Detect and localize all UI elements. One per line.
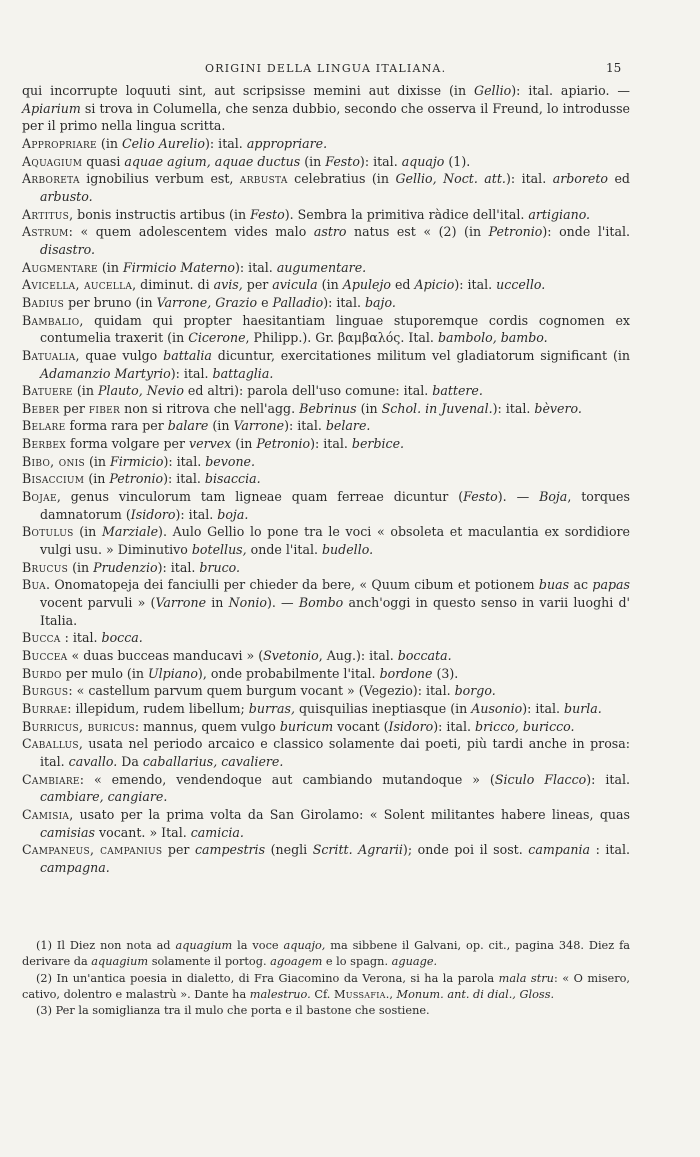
headword: Badius [22, 294, 65, 310]
dictionary-entry [22, 417, 630, 435]
dictionary-entry [22, 523, 630, 558]
text-run: ): ital. [310, 436, 352, 452]
text-run: . Onomatopeja dei fanciulli per chieder da bere, « Quum cibum et potionem [45, 577, 539, 593]
dictionary-entry [22, 312, 630, 347]
italic-run: papas [592, 577, 630, 593]
italic-run: bevone. [205, 453, 256, 469]
italic-run: uccello. [496, 277, 546, 293]
headword: Bua [22, 577, 46, 593]
dictionary-entry [22, 400, 630, 418]
italic-run: bajo. [364, 294, 396, 310]
italic-run: astro [313, 224, 347, 240]
headword: Campaneus, campanius [22, 842, 163, 858]
text-run: ). Sembra la primitiva ràdice dell'ital. [284, 206, 529, 222]
italic-run: bocca. [101, 630, 143, 646]
italic-run: Varrone [155, 595, 207, 611]
text-run: forma volgare per [66, 436, 190, 452]
dictionary-entry [22, 771, 630, 806]
text-run: (in [84, 471, 110, 487]
dictionary-entries [22, 135, 630, 877]
text-run: ): ital. [492, 400, 535, 416]
headword: Camisia [22, 806, 70, 822]
dictionary-entry [22, 576, 630, 629]
text-run: ): ital. [454, 277, 497, 293]
italic-run: bambolo, bambo. [437, 330, 548, 346]
text-run: ., [385, 987, 397, 1001]
italic-run: Monum. ant. di dial., Gloss. [396, 987, 555, 1001]
text-run: ): ital. [359, 153, 402, 169]
italic-run: Isidoro [130, 506, 176, 522]
text-run: : « quem adolescentem vides malo [68, 224, 314, 240]
italic-run: Ulpiano [147, 665, 198, 681]
italic-run: Celio Aurelio [121, 135, 206, 151]
text-run: (in [208, 418, 234, 434]
text-run: ), onde probabilmente l'ital. [197, 665, 380, 681]
italic-run: belare. [325, 418, 371, 434]
text-run: ). Aulo Gellio lo pone tra le voci « obsoleta et maculantia ex sordidiore vulgi usu. » Diminutivo [40, 524, 631, 558]
italic-run: aquagium [91, 955, 149, 969]
italic-run: berbice. [351, 436, 405, 452]
text-run: , Philipp.). Gr. βαμβαλός. Ital. [245, 330, 438, 346]
text-run: (in [73, 524, 102, 540]
italic-run: appropriare. [246, 135, 328, 151]
italic-run: augumentare. [276, 259, 367, 275]
dictionary-entry [22, 700, 630, 718]
dictionary-entry [22, 629, 630, 647]
italic-run: campestris [194, 842, 266, 858]
text-run: (in [317, 277, 343, 293]
italic-run: Firmicio [110, 453, 164, 469]
text-run: per [59, 400, 89, 416]
italic-run: Festo [325, 153, 360, 169]
text-run: (1). [444, 153, 471, 169]
italic-run: Palladio [272, 294, 324, 310]
footnotes [22, 938, 630, 1019]
footnote [22, 971, 630, 1004]
text-run: vocent parvuli » ( [40, 595, 156, 611]
headword: Astrum [22, 224, 69, 240]
text-run: , bonis instructis artibus (in [69, 206, 251, 222]
text-run: , Aug.): ital. [318, 648, 398, 663]
headword: Avicella, aucella [22, 277, 133, 293]
headword: Batuere [22, 383, 73, 399]
italic-run: camisias [40, 824, 95, 840]
footnote [22, 1003, 630, 1019]
text-run: per mulo (in [61, 665, 148, 681]
italic-run: campagna. [40, 859, 110, 875]
italic-run: aquagium [175, 939, 233, 952]
text-run: natus est « (2) (in [346, 224, 489, 240]
dictionary-entry [22, 382, 630, 400]
text-run: dicuntur, exercitationes militum vel gladiatorum significant (in [211, 347, 630, 363]
italic-run: Firmicio Materno [122, 259, 236, 275]
dictionary-entry [22, 682, 630, 700]
text-run: (3) Per la somiglianza tra il mulo che porta e il bastone che sostiene. [36, 1004, 430, 1018]
italic-run: Siculo Flacco [494, 771, 587, 787]
italic-run: cavallo. [68, 753, 118, 769]
text-run: (in [231, 436, 257, 452]
text-run: (2) In un'antica poesia in dialetto, di Fra Giacomino da Verona, si ha la parola [36, 971, 499, 985]
italic-run: malestruo. [249, 987, 311, 1001]
text-run: (in [84, 453, 111, 469]
italic-run: cambiare, cangiare. [40, 789, 168, 805]
italic-run: Festo [250, 206, 285, 222]
dictionary-entry [22, 718, 630, 736]
italic-run: vervex [189, 436, 232, 452]
headword: Buccea [22, 648, 68, 663]
italic-run: avis, [213, 277, 243, 293]
running-header [0, 62, 700, 78]
italic-run: burras, [248, 700, 295, 716]
italic-run: Cicerone [188, 330, 246, 346]
italic-run: Svetonio [263, 648, 319, 663]
headword: Berbex [22, 436, 66, 452]
text-run: quasi [82, 153, 125, 169]
italic-run: Bebrinus [299, 400, 357, 416]
text-run: ): ital. [163, 471, 205, 487]
headword: Bucca [22, 630, 61, 646]
dictionary-entry [22, 294, 630, 312]
dictionary-entry [22, 647, 630, 665]
italic-run: bricco, buricco. [475, 718, 575, 734]
text-run: per bruno (in [64, 294, 157, 310]
italic-run: battaglia. [212, 365, 274, 381]
text-run: vocant. » Ital. [95, 824, 191, 840]
text-run: e lo spagn. [322, 955, 392, 969]
text-run: : mannus, quem vulgo [134, 718, 280, 734]
text-run: ): ital. [284, 418, 326, 434]
text-run: , quidam qui propter haesitantiam linguae stuporemque cordis cognomen ex contumelia traxerit (in [40, 312, 630, 346]
headword: Caballus [22, 736, 79, 752]
text-run: ac [569, 577, 593, 593]
italic-run: aquajo, [283, 939, 326, 952]
headword: Beber [22, 400, 60, 416]
italic-run: camicia. [190, 824, 244, 840]
text-run: ma sibbene il Galvani, op. cit., pagina 348. Diez fa derivare da [22, 939, 631, 969]
italic-run: Nonio [228, 595, 267, 611]
headword: Augmentare [22, 259, 98, 275]
text-run: ). — [266, 595, 299, 611]
italic-run: bordone [379, 665, 433, 681]
italic-run: mala stru [498, 971, 554, 985]
text-run: onde l'ital. [246, 542, 322, 558]
italic-run: burla. [564, 700, 602, 716]
dictionary-entry [22, 135, 630, 153]
text-run: ): ital. [205, 135, 247, 151]
headword: Appropriare [22, 135, 97, 151]
dictionary-entry [22, 841, 630, 876]
text-run: , usata nel periodo arcaico e classico solamente dai poeti, più tardi anche in prosa: ital. [40, 736, 630, 769]
dictionary-entry [22, 806, 630, 841]
headword: Burricus, buricus [22, 718, 135, 734]
italic-run: Schol. in Juvenal. [381, 400, 493, 416]
text-run: celebratius (in [287, 171, 396, 187]
italic-run: aguage. [391, 955, 438, 969]
italic-run: arboreto [552, 171, 608, 187]
text-run: ): ital. [505, 171, 553, 187]
text-run: per [242, 277, 273, 293]
dictionary-entry [22, 170, 630, 205]
text-run: quisquilias ineptiasque (in [294, 700, 472, 716]
headword: Burrae [22, 700, 68, 716]
text-run: ): ital. [170, 365, 213, 381]
headword: Aquagium [22, 153, 83, 169]
italic-run: Plauto, Nevio [97, 383, 184, 399]
italic-run: Varrone, Grazio [156, 294, 258, 310]
headword: Belare [22, 418, 66, 434]
text-run: ): ital. [163, 453, 206, 469]
text-run: , torques damnatorum ( [40, 489, 630, 522]
italic-run: Apiarium [22, 100, 81, 116]
text-run: (in [300, 153, 326, 169]
text-run: : ital. [60, 630, 102, 646]
text-run: : « emendo, vendendoque aut cambiando mutandoque » ( [79, 771, 495, 787]
italic-run: Bombo [298, 595, 344, 611]
text-run: ); onde poi il sost. [402, 842, 529, 858]
text-run: si trova in Columella, che senza dubbio, secondo che osserva il Freund, lo introdusse per il primo nella lingua scritta. [22, 100, 630, 134]
text-run: e [257, 294, 273, 310]
italic-run: aquae agium, aquae ductus [124, 153, 301, 169]
text-run: , genus vinculorum tam ligneae quam ferreae dicuntur ( [56, 489, 464, 505]
italic-run: balare [167, 418, 209, 434]
headword: fiber [88, 400, 121, 416]
italic-run: Petronio [256, 436, 311, 452]
italic-run: Petronio [109, 471, 164, 487]
italic-run: campania [528, 842, 591, 858]
text-run: Da [117, 753, 143, 769]
italic-run: artigiano. [528, 206, 591, 222]
headword: Bibo, onis [22, 453, 85, 469]
italic-run: buricum [279, 718, 334, 734]
text-run: ignobilius verbum est, [79, 171, 240, 187]
text-run: ): ital. [157, 559, 200, 575]
continuation-paragraph [22, 82, 630, 135]
text-run: (1) Il Diez non nota ad [36, 939, 176, 952]
text-run: ): ital. apiario. — [511, 83, 631, 98]
text-run: vocant ( [333, 718, 389, 734]
text-run: la voce [232, 939, 284, 952]
text-run: Cf. [310, 987, 334, 1001]
text-run: solamente il portog. [148, 955, 271, 969]
dictionary-entry [22, 453, 630, 471]
text-run: (3). [432, 665, 459, 681]
text-run: ): ital. [586, 771, 630, 787]
italic-run: Prudenzio [93, 559, 158, 575]
italic-run: borgo. [454, 683, 496, 699]
text-run: ): onde l'ital. [542, 224, 630, 240]
italic-run: arbusto. [40, 188, 93, 204]
dictionary-entry [22, 347, 630, 382]
headword: Cambiare [22, 771, 80, 787]
main-text [22, 82, 630, 877]
dictionary-entry [22, 206, 630, 224]
italic-run: aquajo [401, 153, 445, 169]
headword: Burgus [22, 683, 69, 699]
text-run: (in [97, 259, 123, 275]
italic-run: Gellio [474, 83, 512, 98]
italic-run: Varrone [233, 418, 285, 434]
italic-run: Scritt. Agrarii [312, 842, 403, 858]
dictionary-entry [22, 559, 630, 577]
headword: Arboreta [22, 171, 80, 187]
italic-run: bisaccia. [204, 471, 261, 487]
italic-run: Gellio, Noct. att. [395, 171, 506, 187]
italic-run: boccata. [397, 648, 452, 663]
headword: Bisaccium [22, 471, 85, 487]
headword: Burdo [22, 665, 62, 681]
italic-run: battere. [432, 383, 483, 399]
headword: Artitus [22, 206, 70, 222]
text-run: (in [356, 400, 382, 416]
dictionary-entry [22, 665, 630, 683]
italic-run: bèvero. [534, 400, 582, 416]
dictionary-entry [22, 470, 630, 488]
text-run: ): ital. [323, 294, 365, 310]
italic-run: Isidoro [388, 718, 434, 734]
headword: Brucus [22, 559, 69, 575]
headword: Bojae [22, 489, 57, 505]
dictionary-entry [22, 435, 630, 453]
dictionary-entry [22, 259, 630, 277]
italic-run: boja. [217, 506, 249, 522]
headword: Botulus [22, 524, 74, 540]
text-run: : « O misero, cativo, dolentro e malastrù ». Dante ha [22, 971, 630, 1001]
text-run: (in [96, 135, 122, 151]
headword: Batualia [22, 347, 76, 363]
text-run: non si ritrova che nell'agg. [120, 400, 300, 416]
text-run: ed [390, 277, 415, 293]
dictionary-entry [22, 153, 630, 171]
text-run: : illepidum, rudem libellum; [67, 700, 249, 716]
text-run: qui incorrupte loquuti sint, aut scripsisse memini aut dixisse (in [22, 83, 475, 98]
italic-run: buas [538, 577, 570, 593]
text-run: « duas bucceas manducavi » ( [67, 648, 264, 663]
italic-run: Apicio [414, 277, 455, 293]
text-run: : ital. [590, 842, 630, 858]
text-run: (in [68, 559, 94, 575]
italic-run: avicula [272, 277, 318, 293]
headword: arbusta [239, 171, 288, 187]
italic-run: Ausonio [471, 700, 523, 716]
italic-run: agoagem [270, 955, 323, 969]
text-run: ed altri): parola dell'uso comune: ital. [183, 383, 433, 399]
italic-run: bruco. [199, 559, 241, 575]
text-run: ): ital. [235, 259, 277, 275]
page-number: 15 [606, 61, 622, 75]
italic-run: Petronio [488, 224, 543, 240]
text-run: in [206, 595, 229, 611]
text-run: (negli [265, 842, 313, 858]
italic-run: Apulejo [342, 277, 391, 293]
italic-run: caballarius, cavaliere. [142, 753, 284, 769]
text-run: anch'oggi in questo senso in varii luoghi d' Italia. [40, 595, 630, 628]
text-run: (in [72, 383, 98, 399]
text-run: , diminut. di [132, 277, 214, 293]
text-run: , quae vulgo [75, 347, 164, 363]
text-run: ): ital. [522, 700, 565, 716]
italic-run: Adamanzio Martyrio [40, 365, 171, 381]
text-run: forma rara per [65, 418, 168, 434]
dictionary-entry [22, 223, 630, 258]
italic-run: Boja [539, 489, 568, 505]
text-run: ). — [497, 489, 540, 505]
italic-run: disastro. [40, 241, 95, 257]
headword: Mussafia [333, 987, 386, 1001]
dictionary-entry [22, 488, 630, 523]
italic-run: Festo [463, 489, 498, 505]
text-run: ): ital. [433, 718, 476, 734]
running-title: ORIGINI DELLA LINGUA ITALIANA. [205, 62, 447, 75]
italic-run: battalia [163, 347, 212, 363]
italic-run: Marziale [101, 524, 159, 540]
headword: Bambalio [22, 312, 80, 328]
dictionary-entry [22, 276, 630, 294]
text-run: ed [607, 171, 630, 187]
italic-run: botellus, [191, 542, 247, 558]
text-run: ): ital. [175, 506, 218, 522]
text-run: : « castellum parvum quem burgum vocant » (Vegezio): ital. [68, 683, 455, 699]
text-run: , usato per la prima volta da San Girolamo: « Solent militantes habere lineas, quas [69, 806, 630, 822]
footnote [22, 938, 630, 971]
italic-run: budello. [322, 542, 374, 558]
dictionary-entry [22, 735, 630, 770]
text-run: per [162, 842, 195, 858]
